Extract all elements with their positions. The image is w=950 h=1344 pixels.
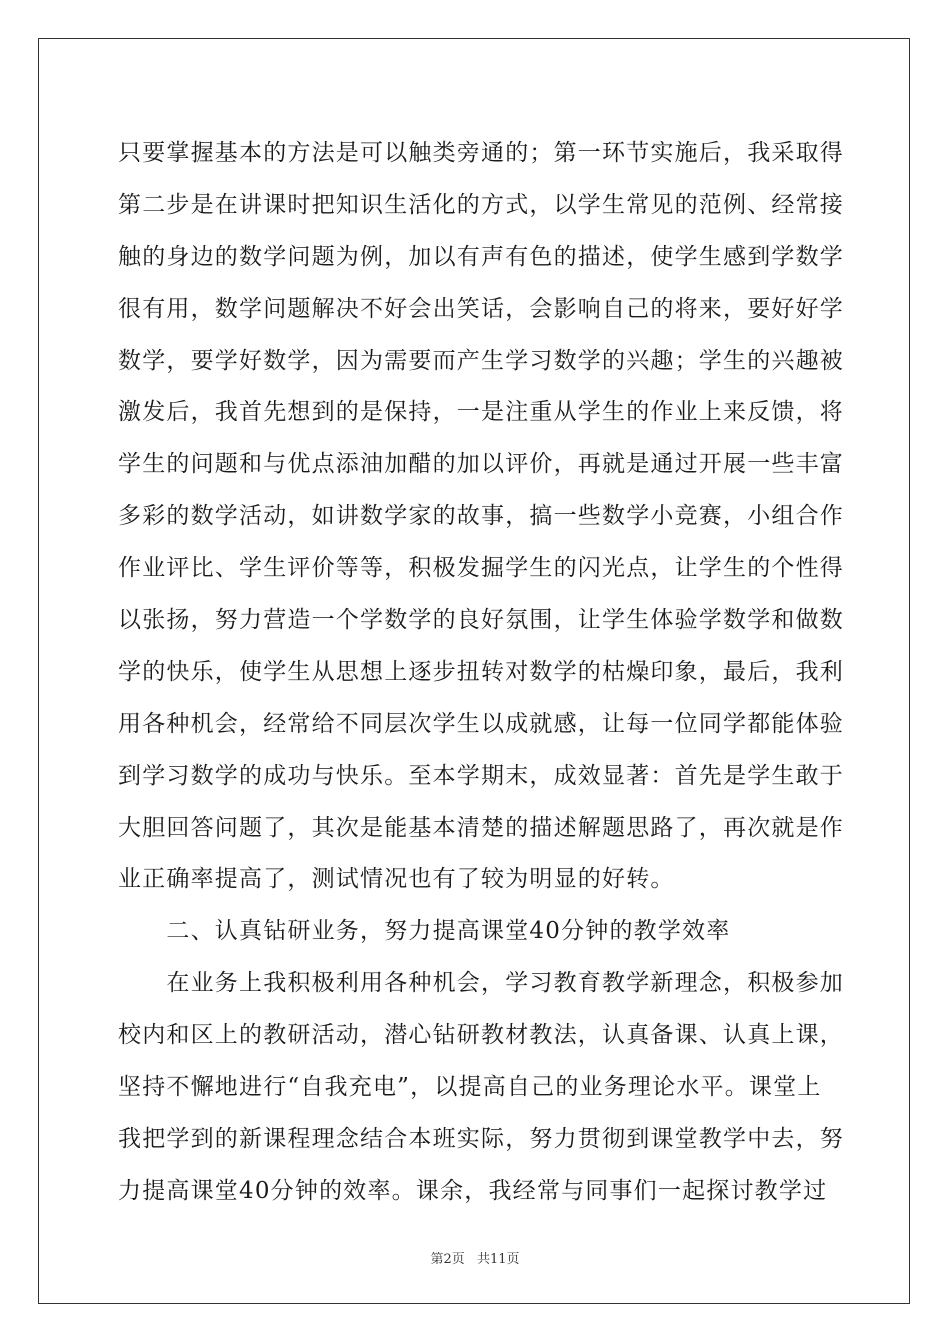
page-footer [0,1248,950,1267]
text-line: 学的快乐，使学生从思想上逐步扭转对数学的枯燥印象，最后，我利 [118,658,844,685]
text-line: 很有用，数学问题解决不好会出笑话，会影响自己的将来，要好好学 [118,295,844,322]
page-total: 共11页 [476,1252,520,1267]
text-line: 坚持不懈地进行“自我充电”，以提高自己的业务理论水平。课堂上 [118,1074,822,1101]
section-heading: 二、认真钻研业务，努力提高课堂40分钟的教学效率 [118,918,731,945]
text-line: 学生的问题和与优点添油加醋的加以评价，再就是通过开展一些丰富 [118,451,844,478]
text-line: 以张扬，努力营造一个学数学的良好氛围，让学生体验学数学和做数 [118,607,844,634]
text-line: 作业评比、学生评价等等，积极发掘学生的闪光点，让学生的个性得 [118,555,844,582]
text-line: 业正确率提高了，测试情况也有了较为明显的好转。 [118,866,675,893]
text-line: 校内和区上的教研活动，潜心钻研教材教法，认真备课、认真上课， [118,1022,844,1049]
text-line: 激发后，我首先想到的是保持，一是注重从学生的作业上来反馈，将 [118,399,844,426]
text-line: 在业务上我积极利用各种机会，学习教育教学新理念，积极参加 [118,970,844,997]
text-line: 我把学到的新课程理念结合本班实际，努力贯彻到课堂教学中去，努 [118,1125,844,1152]
text-line: 到学习数学的成功与快乐。至本学期末，成效显著：首先是学生敢于 [118,762,844,789]
text-line: 触的身边的数学问题为例，加以有声有色的描述，使学生感到学数学 [118,243,844,270]
text-line: 只要掌握基本的方法是可以触类旁通的；第一环节实施后，我采取得 [118,140,844,166]
text-line: 多彩的数学活动，如讲数学家的故事，搞一些数学小竞赛，小组合作 [118,503,844,530]
text-line: 数学，要学好数学，因为需要而产生学习数学的兴趣；学生的兴趣被 [118,347,844,374]
page-number: 第2页 [430,1252,465,1267]
document-body [118,128,844,1218]
text-line: 第二步是在讲课时把知识生活化的方式，以学生常见的范例、经常接 [118,191,844,218]
text-line: 大胆回答问题了，其次是能基本清楚的描述解题思路了，再次就是作 [118,814,844,841]
text-line: 用各种机会，经常给不同层次学生以成就感，让每一位同学都能体验 [118,710,844,737]
text-line: 力提高课堂40分钟的效率。课余，我经常与同事们一起探讨教学过 [118,1177,828,1204]
